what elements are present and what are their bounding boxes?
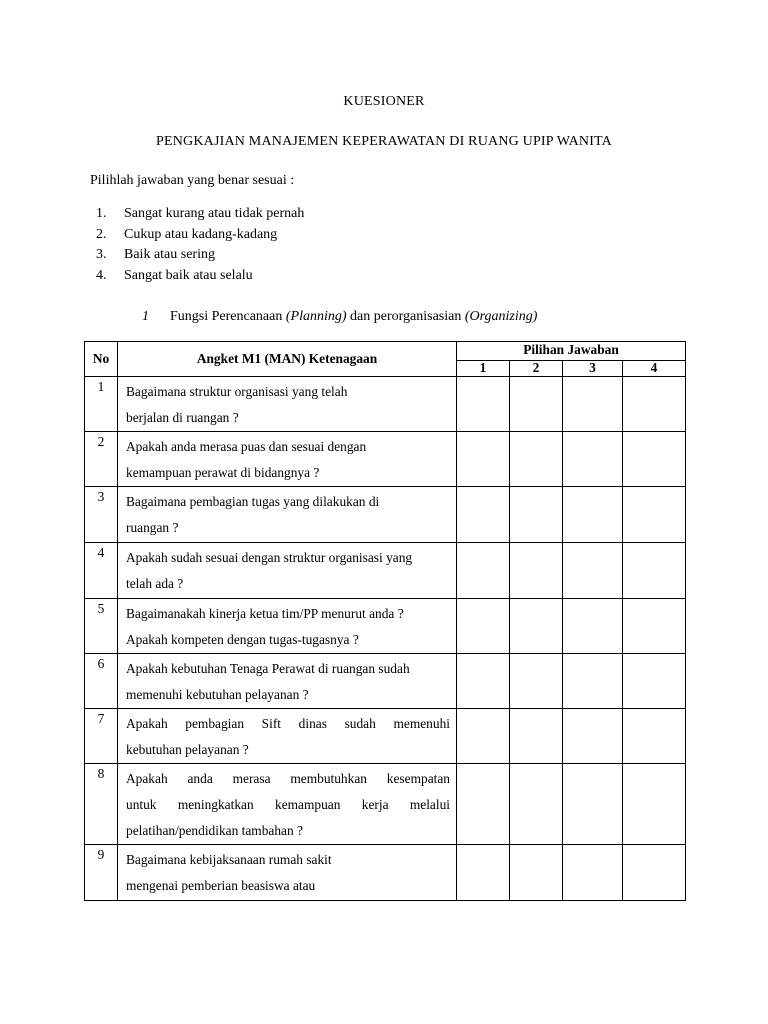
answer-cell-1[interactable]: [457, 599, 510, 654]
header-options: Pilihan Jawaban: [457, 342, 686, 361]
answer-cell-2[interactable]: [510, 599, 563, 654]
row-number: 7: [85, 709, 118, 764]
questionnaire-table: [84, 341, 686, 901]
row-number: 1: [85, 377, 118, 432]
question-line: ruangan ?: [126, 520, 179, 535]
row-number: 3: [85, 487, 118, 543]
row-number: 4: [85, 543, 118, 599]
answer-cell-1[interactable]: [457, 487, 510, 543]
table-row: [85, 709, 686, 764]
header-option-1: 1: [457, 360, 510, 376]
question-line: Apakah kompeten dengan tugas-tugasnya ?: [126, 632, 359, 647]
scale-item: 1. Sangat kurang atau tidak pernah: [96, 206, 305, 221]
header-no: No: [85, 342, 118, 377]
section-number: 1: [142, 309, 149, 324]
answer-cell-4[interactable]: [623, 845, 686, 901]
question-line: Bagaimana kebijaksanaan rumah sakit: [126, 852, 332, 867]
table-row: [85, 599, 686, 654]
answer-cell-3[interactable]: [563, 845, 623, 901]
question-line: Apakah pembagian Sift dinas sudah memenuhi: [126, 716, 450, 731]
question-text: [118, 709, 457, 764]
answer-cell-4[interactable]: [623, 377, 686, 432]
question-line: pelatihan/pendidikan tambahan ?: [126, 823, 303, 838]
question-line: Bagaimana struktur organisasi yang telah: [126, 384, 348, 399]
document-title: KUESIONER: [343, 94, 425, 109]
question-line: Apakah sudah sesuai dengan struktur organisasi yang: [126, 550, 413, 565]
answer-cell-3[interactable]: [563, 487, 623, 543]
table-row: [85, 543, 686, 599]
question-line: Bagaimanakah kinerja ketua tim/PP menurut anda ?: [126, 606, 404, 621]
question-text: [118, 377, 457, 432]
row-number: 8: [85, 764, 118, 845]
question-line: Apakah kebutuhan Tenaga Perawat di ruangan sudah: [126, 661, 410, 676]
question-line: berjalan di ruangan ?: [126, 410, 239, 425]
answer-cell-2[interactable]: [510, 543, 563, 599]
answer-cell-2[interactable]: [510, 377, 563, 432]
question-line: kemampuan perawat di bidangnya ?: [126, 465, 320, 480]
answer-cell-4[interactable]: [623, 432, 686, 487]
answer-cell-1[interactable]: [457, 377, 510, 432]
answer-cell-3[interactable]: [563, 432, 623, 487]
answer-cell-4[interactable]: [623, 599, 686, 654]
answer-cell-4[interactable]: [623, 709, 686, 764]
table-row: [85, 764, 686, 845]
row-number: 9: [85, 845, 118, 901]
answer-scale-list: [96, 204, 304, 287]
question-text: [118, 487, 457, 543]
question-line: mengenai pemberian beasiswa atau: [126, 878, 316, 893]
answer-cell-3[interactable]: [563, 599, 623, 654]
question-text: [118, 654, 457, 709]
header-option-3: 3: [563, 360, 623, 376]
answer-cell-4[interactable]: [623, 543, 686, 599]
document-subtitle: PENGKAJIAN MANAJEMEN KEPERAWATAN DI RUANG UPIP WANITA: [155, 134, 612, 149]
question-line: Apakah anda merasa puas dan sesuai dengan: [126, 439, 367, 454]
question-line: kebutuhan pelayanan ?: [126, 742, 249, 757]
question-line: Apakah anda merasa membutuhkan kesempatan: [126, 771, 450, 786]
answer-cell-2[interactable]: [510, 845, 563, 901]
answer-cell-1[interactable]: [457, 654, 510, 709]
answer-cell-2[interactable]: [510, 432, 563, 487]
section-heading: 1 Fungsi Perencanaan (Planning) dan perorganisasian (Organizing): [142, 309, 538, 324]
answer-cell-1[interactable]: [457, 709, 510, 764]
answer-cell-1[interactable]: [457, 432, 510, 487]
table-row: [85, 654, 686, 709]
answer-cell-1[interactable]: [457, 764, 510, 845]
question-line: memenuhi kebutuhan pelayanan ?: [126, 687, 309, 702]
answer-cell-2[interactable]: [510, 709, 563, 764]
answer-cell-3[interactable]: [563, 377, 623, 432]
header-option-2: 2: [510, 360, 563, 376]
question-text: [118, 543, 457, 599]
scale-item: 4. Sangat baik atau selalu: [96, 268, 253, 284]
question-line: telah ada ?: [126, 576, 184, 591]
answer-cell-3[interactable]: [563, 543, 623, 599]
header-option-4: 4: [623, 360, 686, 376]
table-row: [85, 432, 686, 487]
question-text: [118, 764, 457, 845]
answer-cell-2[interactable]: [510, 654, 563, 709]
scale-item: 2. Cukup atau kadang-kadang: [96, 226, 278, 242]
question-text: [118, 599, 457, 654]
scale-item: 3. Baik atau sering: [96, 247, 215, 263]
table-row: [85, 377, 686, 432]
answer-cell-4[interactable]: [623, 487, 686, 543]
row-number: 6: [85, 654, 118, 709]
table-row: [85, 845, 686, 901]
header-question: Angket M1 (MAN) Ketenagaan: [118, 342, 457, 377]
answer-cell-4[interactable]: [623, 654, 686, 709]
question-text: [118, 432, 457, 487]
question-line: Bagaimana pembagian tugas yang dilakukan di: [126, 494, 380, 509]
answer-cell-3[interactable]: [563, 709, 623, 764]
answer-cell-4[interactable]: [623, 764, 686, 845]
row-number: 2: [85, 432, 118, 487]
answer-cell-1[interactable]: [457, 543, 510, 599]
answer-cell-3[interactable]: [563, 764, 623, 845]
answer-cell-2[interactable]: [510, 487, 563, 543]
row-number: 5: [85, 599, 118, 654]
table-row: [85, 487, 686, 543]
answer-cell-3[interactable]: [563, 654, 623, 709]
question-text: [118, 845, 457, 901]
answer-cell-1[interactable]: [457, 845, 510, 901]
instruction-text: Pilihlah jawaban yang benar sesuai :: [90, 173, 295, 188]
question-line: untuk meningkatkan kemampuan kerja melalui: [126, 797, 450, 812]
answer-cell-2[interactable]: [510, 764, 563, 845]
